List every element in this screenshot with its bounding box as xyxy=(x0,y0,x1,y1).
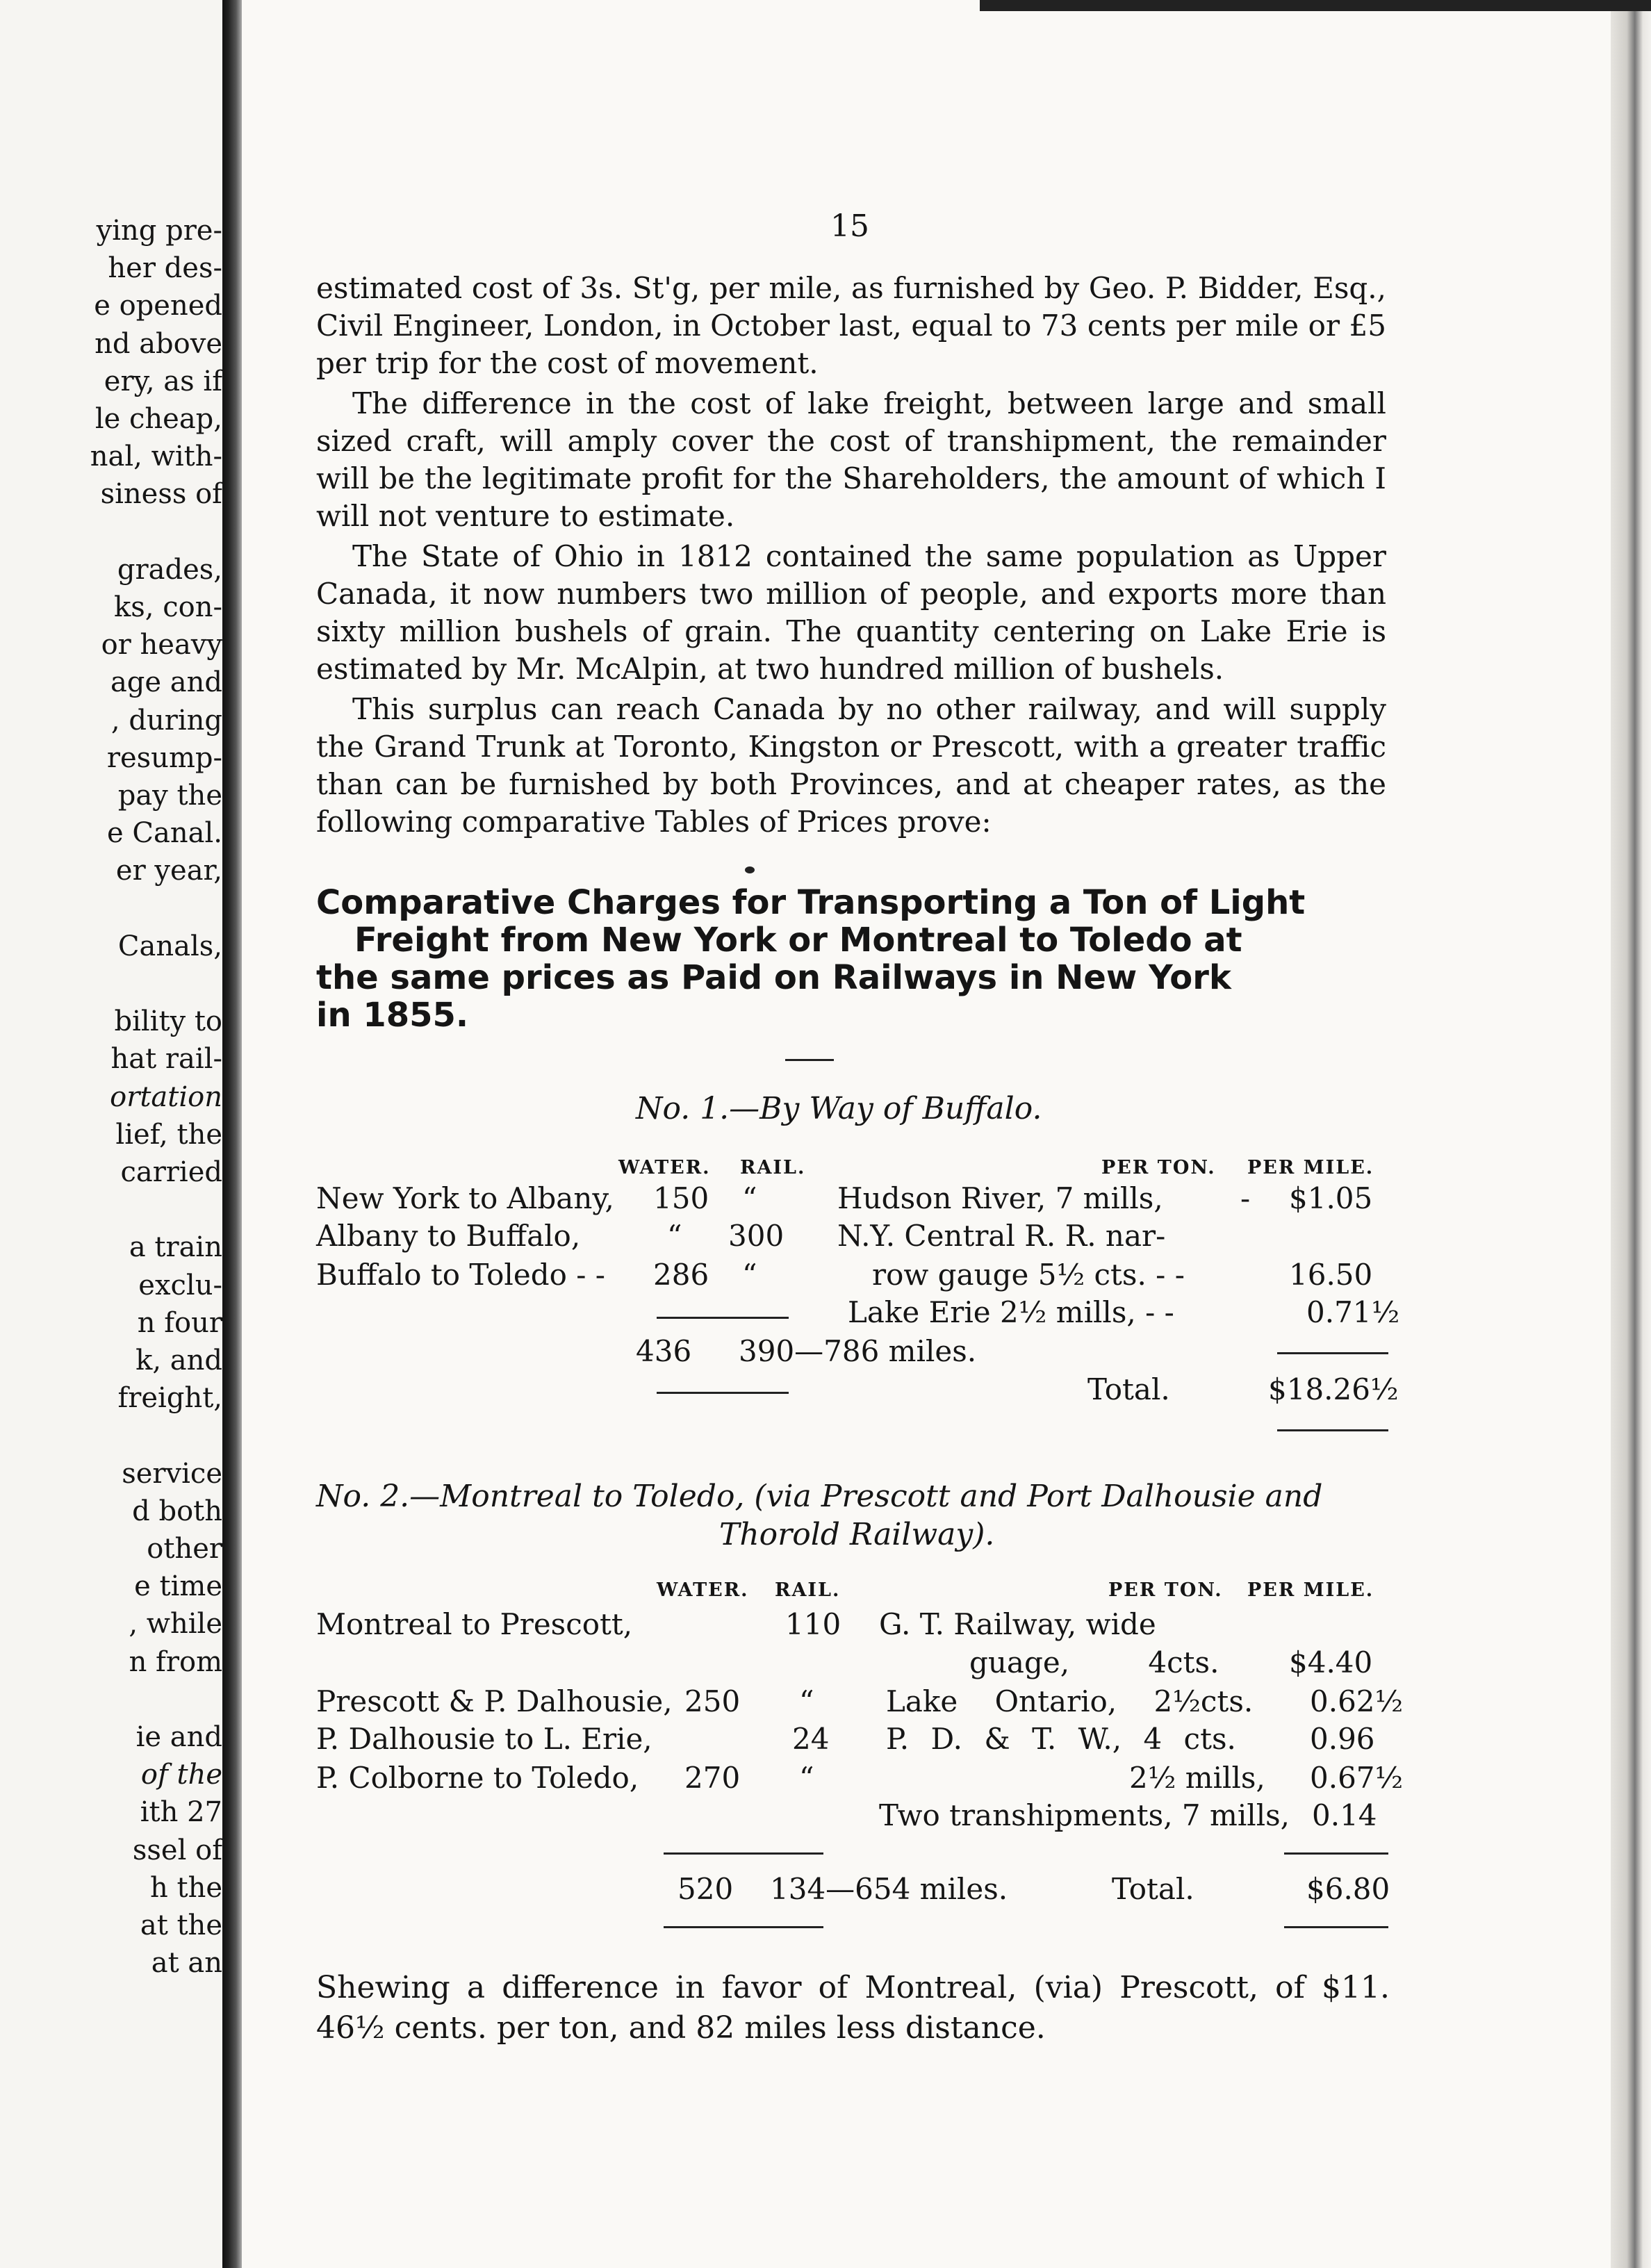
heading-line: Comparative Charges for Transporting a Ton of Light xyxy=(316,883,1306,922)
paragraph: This surplus can reach Canada by no other railway, and will supply the Grand Trunk at Toronto, Kingston or Prescott, with a greater traffic than can be furnished by both Provinces, and at cheaper rates, as the following comparative Tables of Prices prove: xyxy=(316,692,1386,839)
description: Hudson River, 7 mills, xyxy=(837,1181,1163,1215)
facing-page-line: at the xyxy=(140,1909,222,1941)
facing-page-line: of the xyxy=(140,1759,222,1791)
heading-line: Freight from New York or Montreal to Toledo at xyxy=(354,921,1242,960)
total-cost: $6.80 xyxy=(1306,1872,1390,1906)
facing-page-line: le cheap, xyxy=(95,403,222,435)
cost: $1.05 xyxy=(1289,1181,1373,1215)
facing-page-line: age and xyxy=(110,666,222,699)
conclusion: Shewing a difference in favor of Montreal, (via) Prescott, of $11. 46½ cents. per ton, and 82 miles less distance. xyxy=(316,1970,1390,2046)
total-cost: $18.26½ xyxy=(1268,1372,1399,1406)
facing-page-line: exclu- xyxy=(138,1269,222,1301)
facing-page-line: nd above xyxy=(95,327,222,360)
route: P. Colborne to Toledo, xyxy=(316,1761,639,1795)
facing-page-line: service xyxy=(122,1457,222,1490)
facing-page-line: e opened xyxy=(94,290,222,322)
facing-page-line: or heavy xyxy=(101,629,222,662)
route: Albany to Buffalo, xyxy=(316,1219,581,1253)
total-underline xyxy=(1284,1926,1388,1928)
cost: 0.67½ xyxy=(1310,1761,1404,1795)
col-per-mile: PER MILE. xyxy=(1247,1157,1374,1178)
facing-page-line: ssel of xyxy=(132,1834,222,1866)
facing-page-line: Canals, xyxy=(117,930,222,962)
rail-value: “ xyxy=(742,1181,757,1215)
rail-value: 300 xyxy=(728,1219,785,1253)
facing-page-line: carried xyxy=(120,1156,222,1188)
route: Montreal to Prescott, xyxy=(316,1607,633,1641)
description: row gauge 5½ cts. - - xyxy=(872,1258,1185,1292)
paragraph: estimated cost of 3s. St'g, per mile, as furnished by Geo. P. Bidder, Esq., Civil Engineer, London, in October last, equal to 73 cents per mile or £5 per trip for the cost of movement. xyxy=(316,271,1386,380)
facing-page-line: other xyxy=(147,1533,222,1565)
cost: 0.96 xyxy=(1310,1722,1375,1756)
description: N.Y. Central R. R. nar- xyxy=(837,1219,1166,1253)
facing-page-line: er year, xyxy=(115,855,222,887)
paragraph: The difference in the cost of lake freight, between large and small sized craft, will amply cover the cost of transhipment, the remainder will be the legitimate profit for the Shareholders, the amount of which I will not venture to estimate. xyxy=(316,386,1386,533)
total-label: Total. xyxy=(1087,1372,1170,1406)
water-value: “ xyxy=(667,1219,682,1253)
total-rule xyxy=(657,1392,789,1394)
rail-value: 110 xyxy=(785,1607,841,1641)
facing-page xyxy=(0,0,229,2268)
page-number: 15 xyxy=(830,208,869,244)
facing-page-line: hat rail- xyxy=(110,1043,222,1076)
description: P. D. & T. W., 4 cts. xyxy=(886,1722,1236,1756)
cost: 0.14 xyxy=(1312,1798,1377,1832)
facing-page-line: resump- xyxy=(106,741,222,774)
total-underline xyxy=(1277,1429,1388,1431)
description: Lake Erie 2½ mills, - - xyxy=(848,1295,1174,1329)
facing-page-line: lief, the xyxy=(115,1118,222,1151)
water-value: 270 xyxy=(684,1761,741,1795)
cost: 0.71½ xyxy=(1306,1295,1400,1329)
col-per-ton: PER TON. xyxy=(1101,1157,1216,1178)
description: Lake Ontario, 2½cts. xyxy=(886,1684,1254,1718)
facing-page-line: d both xyxy=(132,1495,222,1527)
route: Buffalo to Toledo - - xyxy=(316,1258,605,1292)
table1-title: No. 1.—By Way of Buffalo. xyxy=(636,1091,1042,1126)
page-edge xyxy=(1611,0,1651,2268)
facing-page-line: e Canal. xyxy=(107,817,222,850)
col-per-mile: PER MILE. xyxy=(1247,1579,1374,1601)
total-label: Total. xyxy=(1112,1872,1194,1906)
col-per-ton: PER TON. xyxy=(1108,1579,1223,1601)
water-value: 150 xyxy=(653,1181,709,1215)
facing-page-line: ery, as if xyxy=(104,365,222,397)
facing-page-line: ying pre- xyxy=(96,215,222,247)
description: G. T. Railway, wide xyxy=(879,1607,1156,1641)
total-rule xyxy=(664,1926,823,1928)
route: P. Dalhousie to L. Erie, xyxy=(316,1722,652,1756)
facing-page-line: ie and xyxy=(135,1721,222,1753)
cost: $4.40 xyxy=(1289,1645,1373,1679)
description: Two transhipments, 7 mills, xyxy=(879,1798,1290,1832)
facing-page-line: n from xyxy=(129,1645,222,1678)
facing-page-line: , while xyxy=(129,1608,222,1641)
paragraph: The State of Ohio in 1812 contained the same population as Upper Canada, it now numbers two million of people, and exports more than sixty million bushels of grain. The quantity centering on Lake Erie is estimated by Mr. McAlpin, at two hundred million of bushels. xyxy=(316,539,1386,686)
total-water: 520 xyxy=(677,1872,734,1906)
body-text xyxy=(316,270,1386,841)
total-water: 436 xyxy=(636,1334,692,1368)
facing-page-line: , during xyxy=(110,704,222,737)
total-miles: 134—654 miles. xyxy=(770,1872,1008,1906)
facing-page-line: at an xyxy=(151,1947,222,1980)
description: guage, 4cts. xyxy=(969,1645,1219,1679)
col-rail: RAIL. xyxy=(775,1579,841,1601)
col-rail: RAIL. xyxy=(740,1157,806,1178)
facing-page-line: e time xyxy=(134,1570,222,1603)
route: New York to Albany, xyxy=(316,1181,614,1215)
dash: - xyxy=(1240,1181,1251,1215)
book-gutter xyxy=(222,0,242,2268)
rail-value: 24 xyxy=(792,1722,830,1756)
facing-page-line: freight, xyxy=(117,1382,222,1415)
facing-page-line: ith 27 xyxy=(140,1796,222,1829)
facing-page-line: ks, con- xyxy=(114,591,222,623)
facing-page-line: siness of xyxy=(100,478,222,511)
water-value: 250 xyxy=(684,1684,741,1718)
col-water: WATER. xyxy=(618,1157,711,1178)
rail-value: “ xyxy=(742,1258,757,1292)
table2-title: No. 2.—Montreal to Toledo, (via Prescott and Port Dalhousie and xyxy=(316,1479,1323,1514)
water-value: 286 xyxy=(653,1258,709,1292)
facing-page-line: ortation xyxy=(110,1080,222,1113)
facing-page-line: grades, xyxy=(117,553,222,586)
divider xyxy=(785,1059,834,1061)
facing-page-line: a train xyxy=(129,1231,222,1264)
facing-page-line: h the xyxy=(150,1871,222,1904)
facing-page-line: nal, with- xyxy=(90,441,222,473)
table2-title-cont: Thorold Railway). xyxy=(719,1517,995,1552)
subtotal-rule xyxy=(664,1852,823,1855)
top-border xyxy=(980,0,1651,11)
facing-page-line: k, and xyxy=(135,1345,222,1377)
description: 2½ mills, xyxy=(1129,1761,1265,1795)
rail-value: “ xyxy=(799,1761,814,1795)
cost: 0.62½ xyxy=(1310,1684,1404,1718)
facing-page-line: n four xyxy=(137,1306,222,1339)
col-water: WATER. xyxy=(657,1579,749,1601)
heading-line: in 1855. xyxy=(316,996,469,1035)
cost: 16.50 xyxy=(1289,1258,1373,1292)
route: Prescott & P. Dalhousie, xyxy=(316,1684,673,1718)
section-heading xyxy=(316,884,1390,1034)
total-miles: 390—786 miles. xyxy=(739,1334,977,1368)
sum-rule xyxy=(1277,1352,1388,1354)
sum-rule xyxy=(1284,1852,1388,1855)
rail-value: “ xyxy=(799,1684,814,1718)
subtotal-rule xyxy=(657,1317,789,1319)
heading-line: the same prices as Paid on Railways in New York xyxy=(316,958,1231,997)
facing-page-line: pay the xyxy=(117,780,222,812)
facing-page-line: her des- xyxy=(108,252,222,285)
facing-page-line: bility to xyxy=(114,1005,222,1038)
ornament xyxy=(745,866,755,873)
